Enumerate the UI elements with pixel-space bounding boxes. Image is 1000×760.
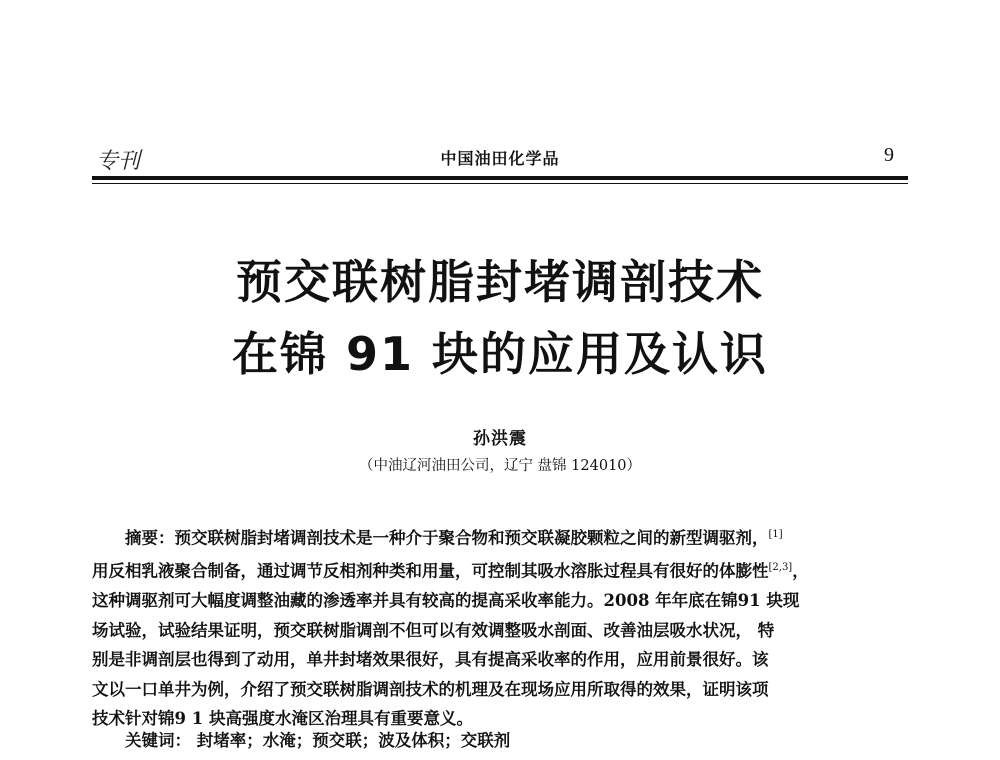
author-name: 孙洪震	[473, 429, 527, 449]
abstract-line-6: 文以一口单井为例，介绍了预交联树脂调剖技术的机理及在现场应用所取得的效果，证明该项	[92, 679, 769, 699]
citation-ref-1: [1]	[768, 529, 783, 540]
keywords-value: 封堵率；水淹；预交联；波及体积；交联剂	[196, 731, 511, 750]
keywords-label: 关键词：	[125, 731, 191, 750]
page-number: 9	[884, 144, 894, 166]
abstract-line-1: 摘要：预交联树脂封堵调剖技术是一种介于聚合物和预交联凝胶颗粒之间的新型调驱剂，[1]	[125, 528, 783, 548]
header-section-label: 专刊	[96, 149, 141, 174]
title-line-1: 预交联树脂封堵调剖技术	[236, 255, 764, 309]
title-line-2: 在锦 91 块的应用及认识	[231, 327, 769, 381]
header-rule-thick	[92, 176, 908, 180]
abstract-line-5: 别是非调剖层也得到了动用，单井封堵效果很好，具有提高采收率的作用，应用前景很好。该	[92, 650, 769, 669]
abstract-line-3: 这种调驱剂可大幅度调整油藏的渗透率并具有较高的提高采收率能力。2008 年年底在锦91 块现	[92, 591, 800, 610]
abstract	[92, 520, 908, 734]
keywords	[125, 727, 908, 751]
journal-name: 中国油田化学品	[440, 149, 560, 168]
paper-title	[92, 246, 908, 390]
abstract-label: 摘要：	[125, 528, 175, 548]
author-affiliation: （中油辽河油田公司，辽宁 盘锦 124010）	[358, 458, 642, 474]
abstract-line-4: 场试验，试验结果证明，预交联树脂调剖不但可以有效调整吸水剖面、改善油层吸水状况， 特	[92, 620, 775, 640]
abstract-line-7: 技术针对锦9 1 块高强度水淹区治理具有重要意义。	[92, 709, 473, 728]
citation-ref-2: [2,3]	[768, 562, 793, 573]
running-header	[92, 142, 908, 172]
abstract-line-2: 用反相乳液聚合制备，通过调节反相剂种类和用量，可控制其吸水溶胀过程具有很好的体膨性[2,3]，	[92, 561, 809, 581]
header-rule-thin	[92, 183, 908, 184]
